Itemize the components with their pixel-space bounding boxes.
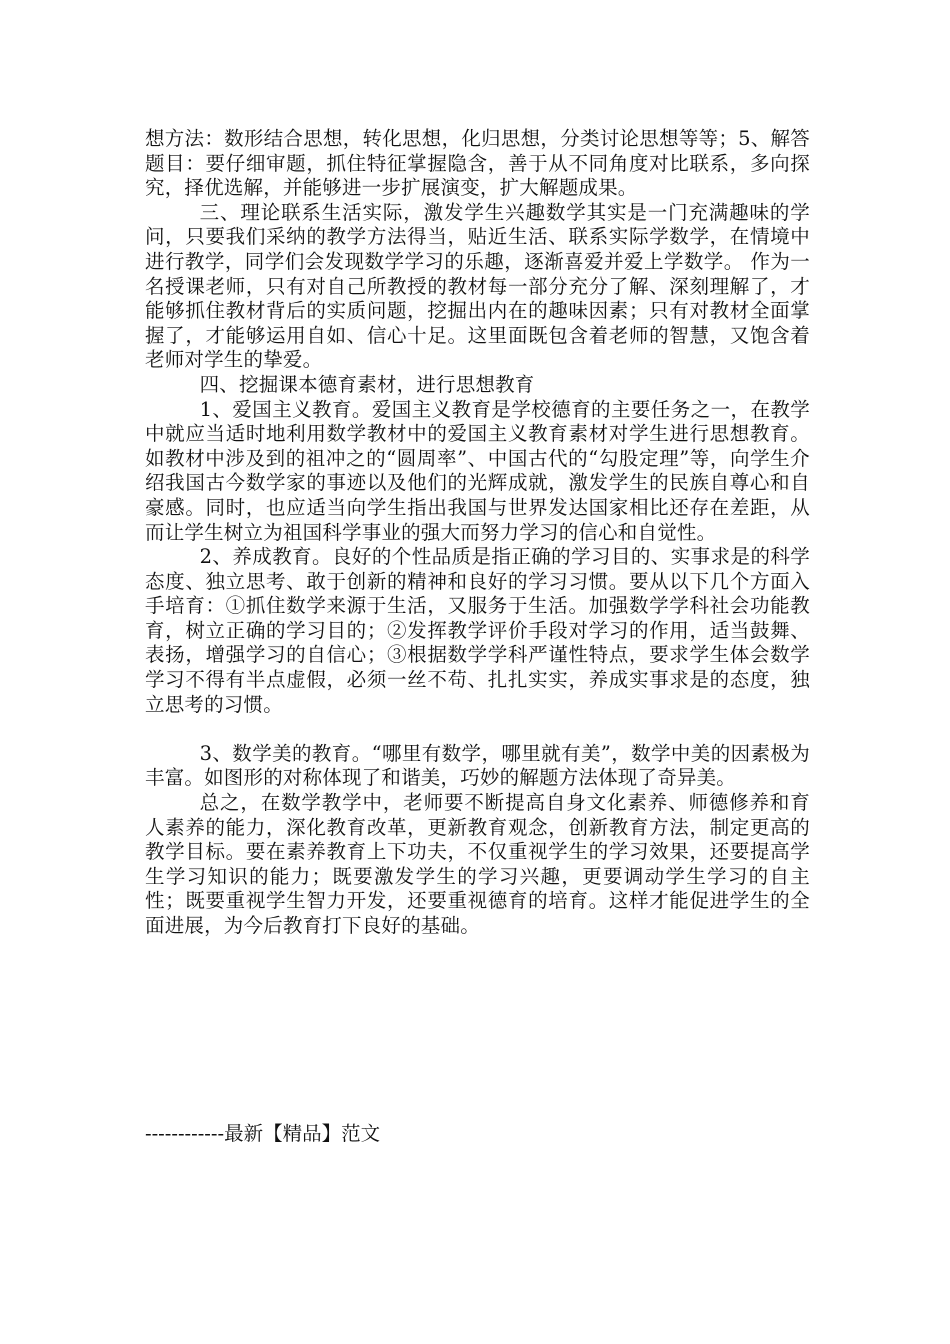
paragraph-spacer <box>145 717 810 742</box>
paragraph-patriotic-education: 1、爱国主义教育。爱国主义教育是学校德育的主要任务之一，在教学中就应当适时地利用数学教材中的爱国主义教育素材对学生进行思想教育。如教材中涉及到的祖冲之的“圆周率”、中国古代的“勾股定理”等，向学生介绍我国古今数学家的事迹以及他们的光辉成就，激发学生的民族自尊心和自豪感。同时，也应适当向学生指出我国与世界发达国家相比还存在差距，从而让学生树立为祖国科学事业的强大而努力学习的信心和自觉性。 <box>145 397 810 544</box>
paragraph-conclusion: 总之，在数学教学中，老师要不断提高自身文化素养、师德修养和育人素养的能力，深化教育改革，更新教育观念，创新教育方法，制定更高的教学目标。要在素养教育上下功夫，不仅重视学生的学习效果，还要提高学生学习知识的能力；既要激发学生的学习兴趣，更要调动学生学习的自主性；既要重视学生智力开发，还要重视德育的培育。这样才能促进学生的全面进展，为今后教育打下良好的基础。 <box>145 791 810 937</box>
section-heading-four: 四、挖掘课本德育素材，进行思想教育 <box>199 372 535 396</box>
footer-text: ------------最新【精品】范文 <box>145 1122 381 1145</box>
paragraph-habit-education: 2、养成教育。良好的个性品质是指正确的学习目的、实事求是的科学态度、独立思考、敢于创新的精神和良好的学习习惯。要从以下几个方面入手培育：①抓住数学来源于生活，又服务于生活。加强数学学科社会功能教育，树立正确的学习目的；②发挥教学评价手段对学习的作用，适当鼓舞、表扬，增强学习的自信心；③根据数学学科严谨性特点，要求学生体会数学学习不得有半点虚假，必须一丝不苟、扎扎实实，养成实事求是的态度，独立思考的习惯。 <box>145 545 810 716</box>
document-body <box>145 127 810 939</box>
paragraph-section-three: 三、理论联系生活实际，激发学生兴趣数学其实是一门充满趣味的学问，只要我们采纳的教学方法得当，贴近生活、联系实际学数学，在情境中进行教学，同学们会发现数学学习的乐趣，逐渐喜爱并爱上学数学。 作为一名授课老师，只有对自己所教授的教材每一部分充分了解、深刻理解了，才能够抓住教材背后的实质问题，挖掘出内在的趣味因素；只有对教材全面掌握了，才能够运用自如、信心十足。这里面既包含着老师的智慧，又饱含着老师对学生的挚爱。 <box>145 200 810 372</box>
paragraph-math-beauty: 3、数学美的教育。“哪里有数学，哪里就有美”，数学中美的因素极为丰富。如图形的对称体现了和谐美，巧妙的解题方法体现了奇异美。 <box>145 741 810 790</box>
paragraph-thinking-methods: 想方法：数形结合思想，转化思想，化归思想，分类讨论思想等等；5、解答题目：要仔细审题，抓住特征掌握隐含，善于从不同角度对比联系，多向探究，择优选解，并能够进一步扩展演变，扩大解题成果。 <box>145 127 810 200</box>
